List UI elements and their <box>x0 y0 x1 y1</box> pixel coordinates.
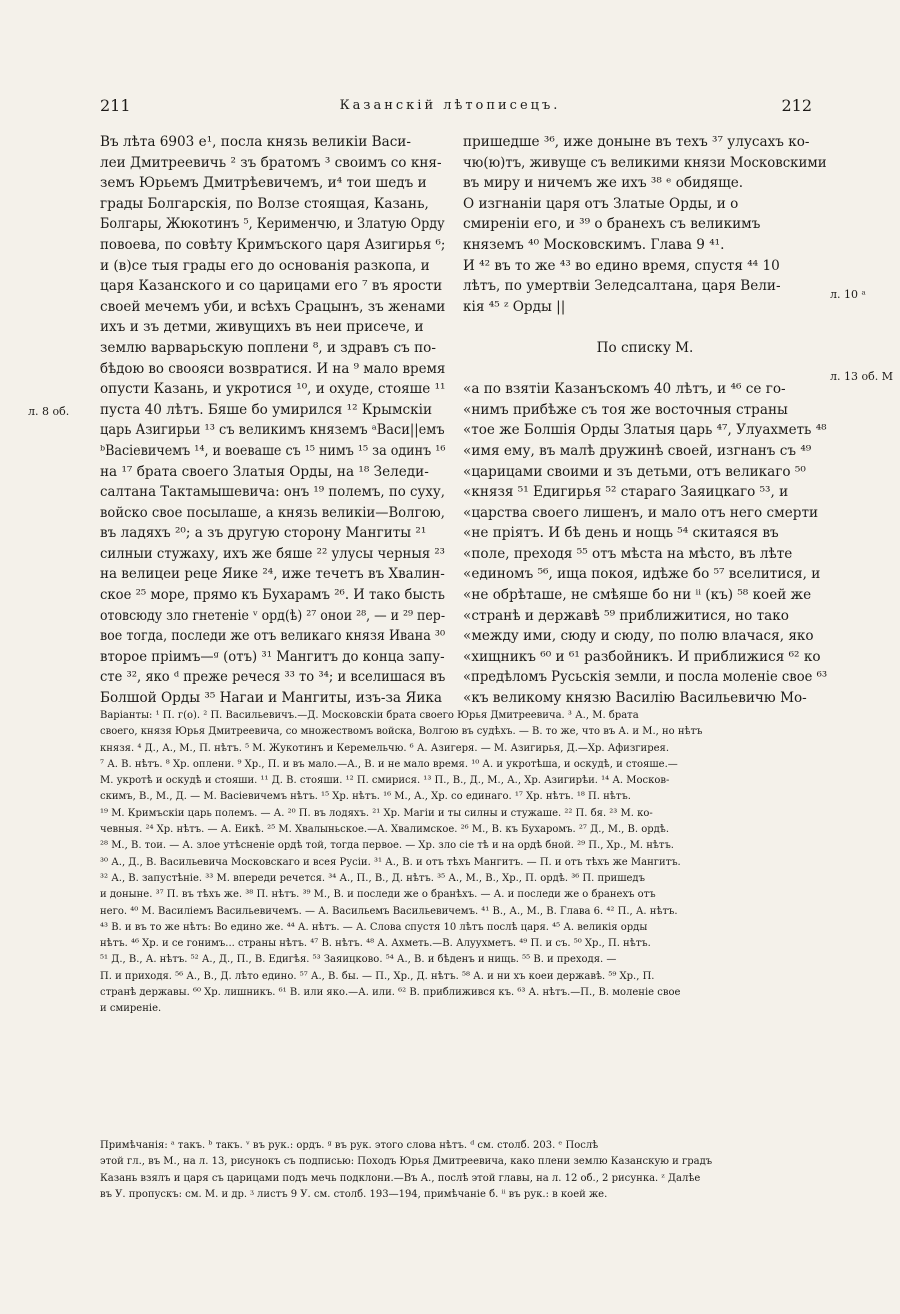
text-line <box>463 317 827 338</box>
variant-line: ³⁰ А., Д., В. Васильевича Московскаго и всея Русіи. ³¹ А., В. и отъ тѣхъ Мангитъ. — П. и отъ тѣхъ же Мангитъ. <box>100 856 681 868</box>
text-line: отовсюду зло гнетеніе ᵛ орд(ѣ) ²⁷ онои ²⁸, — и ²⁹ пер- <box>100 607 446 624</box>
text-line: пришедше ³⁶, иже доныне въ техъ ³⁷ улусахъ ко- <box>463 134 810 150</box>
text-line: земъ Юрьемъ Дмитрѣевичемъ, и⁴ тои шедъ и <box>100 175 427 192</box>
margin-note-right-13ob: л. 13 об. М <box>830 370 893 383</box>
text-line: въ миру и ничемъ же ихъ ³⁸ ᵉ обидяще. <box>463 175 744 192</box>
left-text-column <box>100 132 445 709</box>
text-line: «поле, преходя ⁵⁵ отъ мѣста на мѣсто, въ лѣте <box>463 545 793 562</box>
remark-line: Примѣчанія: ᵃ такъ. ᵇ такъ. ᵛ въ рук.: ордъ. ᵍ въ рук. этого слова нѣтъ. ᵈ см. столб. 203. ᵉ Послѣ <box>100 1140 599 1151</box>
variant-line: и доныне. ³⁷ П. въ тѣхъ же. ³⁸ П. нѣтъ. ³⁹ М., В. и последи же о бранѣхъ. — А. и последи же о бранехъ отъ <box>100 889 656 901</box>
variant-line: своего, князя Юрья Дмитреевича, со множествомъ войска, Волгою въ судѣхъ. — В. то же, что въ А. и М., но нѣтъ <box>100 726 703 738</box>
variant-line: нѣтъ. ⁴⁶ Хр. и се гонимъ... страны нѣтъ. ⁴⁷ В. нѣтъ. ⁴⁸ А. Ахметь.—В. Алуухметъ. ⁴⁹ П. и съ. ⁵⁰ Хр., П. нѣтъ. <box>100 938 651 950</box>
variant-line: ¹⁹ М. Кримъскіи царь полемъ. — А. ²⁰ П. въ лодяхъ. ²¹ Хр. Магіи и ты силны и стужаше. ²² П. бя. ²³ М. ко- <box>100 807 653 819</box>
remark-line: этой гл., въ М., на л. 13, рисунокъ съ подписью: Походъ Юрья Дмитреевича, како плени землю Казанскую и градъ <box>100 1156 713 1168</box>
text-line: грады Болгарскія, по Волзе стоящая, Казань, <box>100 195 429 212</box>
text-line: салтана Тактамышевича: онъ ¹⁹ полемъ, по суху, <box>100 484 445 501</box>
text-line: бѣдою во своояси возвратися. И на ⁹ мало время <box>100 360 446 377</box>
text-line: царь Азигирьи ¹³ съ великимъ княземъ ᵃВаси||емъ <box>100 422 445 439</box>
text-line: «а по взятіи Казанъскомъ 40 лѣтъ, и ⁴⁶ се го- <box>463 381 786 398</box>
text-line: По списку М. <box>596 339 694 356</box>
text-line: второе пріимъ—ᵍ (отъ) ³¹ Мангитъ до конца запу- <box>100 648 445 665</box>
text-line: ихъ и зъ детми, живущихъ въ неи присече, и <box>100 319 424 336</box>
text-line: землю варварьскую поплени ⁸, и здравъ съ по- <box>100 339 436 356</box>
text-line: царя Казанского и со царицами его ⁷ въ ярости <box>100 278 443 295</box>
text-line: сте ³², яко ᵈ преже речеся ³³ то ³⁴; и вселишася въ <box>100 669 446 686</box>
text-line: Болшой Орды ³⁵ Нагаи и Мангиты, изъ-за Яика <box>100 690 442 707</box>
variant-line: П. и приходя. ⁵⁶ А., В., Д. лѣто едино. ⁵⁷ А., В. бы. — П., Хр., Д. нѣтъ. ⁵⁸ А. и ни хъ коеи державѣ. ⁵⁹ Хр., П. <box>100 970 655 982</box>
text-line: ское ²⁵ море, прямо къ Бухарамъ ²⁶. И тако бысть <box>100 587 445 604</box>
variant-line: ²⁸ М., В. тои. — А. злое утѣсненіе ордѣ той, тогда первое. — Хр. зло сіе тѣ и на ордѣ бной. ²⁹ П., Хр., М. нѣтъ. <box>100 840 674 852</box>
running-title: Казанскій лѣтописецъ. <box>339 98 561 113</box>
text-line: ᵇВасіевичемъ ¹⁴, и воеваше съ ¹⁵ нимъ ¹⁵ за одинъ ¹⁶ <box>100 442 446 459</box>
variant-line: ⁷ А. В. нѣтъ. ⁸ Хр. оплени. ⁹ Хр., П. и въ мало.—А., В. и не мало время. ¹⁰ А. и укротѣша, и оскудѣ, и стояше.— <box>100 758 678 770</box>
text-line: повоева, по совѣту Кримъского царя Азигирья ⁶; <box>100 236 446 253</box>
text-line: пуста 40 лѣтъ. Бяше бо умирился ¹² Крымскіи <box>100 401 433 418</box>
variant-line: ⁴³ В. и въ то же нѣтъ: Во едино же. ⁴⁴ А. нѣтъ. — А. Слова спустя 10 лѣтъ послѣ царя. ⁴⁵ А. великія орды <box>100 921 648 933</box>
variant-line: ³² А., В. запустѣніе. ³³ М. впереди речется. ³⁴ А., П., В., Д. нѣтъ. ³⁵ А., М., В., Хр., П. ордѣ. ³⁶ П. пришедъ <box>100 872 645 884</box>
text-line: на велицеи рецe Яике ²⁴, иже течетъ въ Хвалин- <box>100 566 445 583</box>
text-line: лѣтъ, по умертвіи Зеледсалтана, царя Вели- <box>463 278 781 295</box>
variant-line: М. укротѣ и оскудѣ и стояши. ¹¹ Д. В. стояши. ¹² П. смирися. ¹³ П., В., Д., М., А., Хр. Азигирѣи. ¹⁴ А. Москов- <box>100 775 670 787</box>
text-line: княземъ ⁴⁰ Московскимъ. Глава 9 ⁴¹. <box>463 236 725 253</box>
text-line: «тое же Болшія Орды Златыя царь ⁴⁷, Улуахметь ⁴⁸ <box>463 422 827 439</box>
editorial-remarks <box>100 1138 824 1203</box>
text-line: въ ладяхъ ²⁰; а зъ другую сторону Мангиты ²¹ <box>100 525 427 542</box>
text-line: войско свое посылаше, а князь великіи—Волгою, <box>100 504 445 521</box>
variant-line: чевныя. ²⁴ Хр. нѣтъ. — А. Еикѣ. ²⁵ М. Хвалыньское.—А. Хвалимское. ²⁶ М., В. къ Бухаромъ. ²⁷ Д., М., В. ордѣ. <box>100 824 670 836</box>
text-line: «между ими, сюду и сюду, по полю влачася, яко <box>463 628 814 645</box>
text-line: «странѣ и державѣ ⁵⁹ приближитися, но тако <box>463 607 789 624</box>
text-line: И ⁴² въ то же ⁴³ во едино время, спустя ⁴⁴ 10 <box>463 257 780 274</box>
variant-line: и смиреніе. <box>100 1003 162 1015</box>
text-line: кія ⁴⁵ ᶻ Орды || <box>463 298 566 315</box>
text-line: «имя ему, въ малѣ дружинѣ своей, изгнанъ съ ⁴⁹ <box>463 442 812 459</box>
variant-line: ⁵¹ Д., В., А. нѣтъ. ⁵² А., Д., П., В. Едигѣя. ⁵³ Заяицково. ⁵⁴ А., В. и бѣденъ и нищь. ⁵⁵ В. и преходя. — <box>100 954 617 966</box>
remark-line: въ У. пропускъ: см. М. и др. ᶾ листъ 9 У. см. столб. 193—194, примѣчаніе б. ⁱⁱ въ рук.: в коей же. <box>100 1188 608 1200</box>
text-line: опусти Казань, и укротися ¹⁰, и охуде, стояше ¹¹ <box>100 381 446 398</box>
margin-note-right-10: л. 10 ᵃ <box>830 288 866 301</box>
text-line: вое тогда, последи же отъ великаго князя Ивана ³⁰ <box>100 628 446 645</box>
text-line: леи Дмитреевичь ² зъ братомъ ³ своимъ со кня- <box>100 154 442 171</box>
text-line <box>463 359 827 380</box>
text-line: «царства своего лишенъ, и мало отъ него смерти <box>463 504 819 521</box>
text-line: «хищникъ ⁶⁰ и ⁶¹ разбойникъ. И приближися ⁶² ко <box>463 648 821 665</box>
page-number-right: 212 <box>781 96 812 115</box>
text-line: Въ лѣта 6903 е¹, посла князь великіи Васи- <box>100 134 411 150</box>
page-number-left: 211 <box>100 96 131 115</box>
variant-line: Варіанты: ¹ П. г(о). ² П. Васильевичъ.—Д. Московскіи брата своего Юрья Дмитреевича. ³ А., М. брата <box>100 710 639 721</box>
variant-line: скимъ, В., М., Д. — М. Васіевичемъ нѣтъ. ¹⁵ Хр. нѣтъ. ¹⁶ М., А., Хр. со единаго. ¹⁷ Хр. нѣтъ. ¹⁸ П. нѣтъ. <box>100 791 631 803</box>
text-line: Болгары, Жюкотинъ ⁵, Керименчю, и Златую Орду <box>100 216 445 233</box>
text-line: чю(ю)тъ, живуще съ великими князи Московскими <box>463 154 827 171</box>
text-line: «нимъ прибѣже съ тоя же восточныя страны <box>463 401 788 418</box>
text-line: и (в)се тыя грады его до основанія разкопа, и <box>100 257 430 274</box>
text-line: «единомъ ⁵⁶, ища покоя, идѣже бо ⁵⁷ вселитися, и <box>463 566 821 583</box>
text-line: «не пріятъ. И бѣ день и нощь ⁵⁴ скитаяся въ <box>463 525 779 542</box>
text-line: О изгнаніи царя отъ Златые Орды, и о <box>463 195 739 212</box>
text-line: «князя ⁵¹ Едигирья ⁵² стараго Заяицкаго ⁵³, и <box>463 484 789 501</box>
text-line: своей мечемъ уби, и всѣхъ Срацынъ, зъ женами <box>100 298 446 315</box>
text-line: «къ великому князю Василію Васильевичю Мо- <box>463 690 807 707</box>
remark-line: Казань взялъ и царя съ царицами подъ мечь подклони.—Въ А., послѣ этой главы, на л. 12 об., 2 рисунка. ᶻ Далѣе <box>100 1172 701 1184</box>
text-line: «царицами своими и зъ детьми, отъ великаго ⁵⁰ <box>463 463 806 480</box>
variant-line: него. ⁴⁰ М. Василіемъ Васильевичемъ. — А. Васильемъ Васильевичемъ. ⁴¹ В., А., М., В. Глава 6. ⁴² П., А. нѣтъ. <box>100 905 678 917</box>
margin-note-left: л. 8 об. <box>28 405 70 418</box>
text-line: на ¹⁷ брата своего Златыя Орды, на ¹⁸ Зеледи- <box>100 463 429 480</box>
variants-apparatus <box>100 708 824 1018</box>
variant-line: странѣ державы. ⁶⁰ Хр. лишникъ. ⁶¹ В. или яко.—А. или. ⁶² В. приближився къ. ⁶³ А. нѣтъ.—П., В. моленіе свое <box>100 987 681 999</box>
text-line: «не обрѣташе, не смѣяше бо ни ⁱⁱ (къ) ⁵⁸ коей же <box>463 587 812 604</box>
text-line: смиреніи его, и ³⁹ о бранехъ съ великимъ <box>463 216 761 233</box>
variant-line: князя. ⁴ Д., А., М., П. нѣтъ. ⁵ М. Жукотинъ и Керемельчю. ⁶ А. Азигеря. — М. Азигирья, Д.—Хр. Афизгирея. <box>100 742 670 754</box>
page-header <box>0 96 900 120</box>
right-text-column <box>463 132 827 709</box>
text-line: силныи стужаху, ихъ же бяше ²² улусы черныя ²³ <box>100 545 445 562</box>
text-line: «предѣломъ Русьскія земли, и посла моленіе свое ⁶³ <box>463 669 828 686</box>
